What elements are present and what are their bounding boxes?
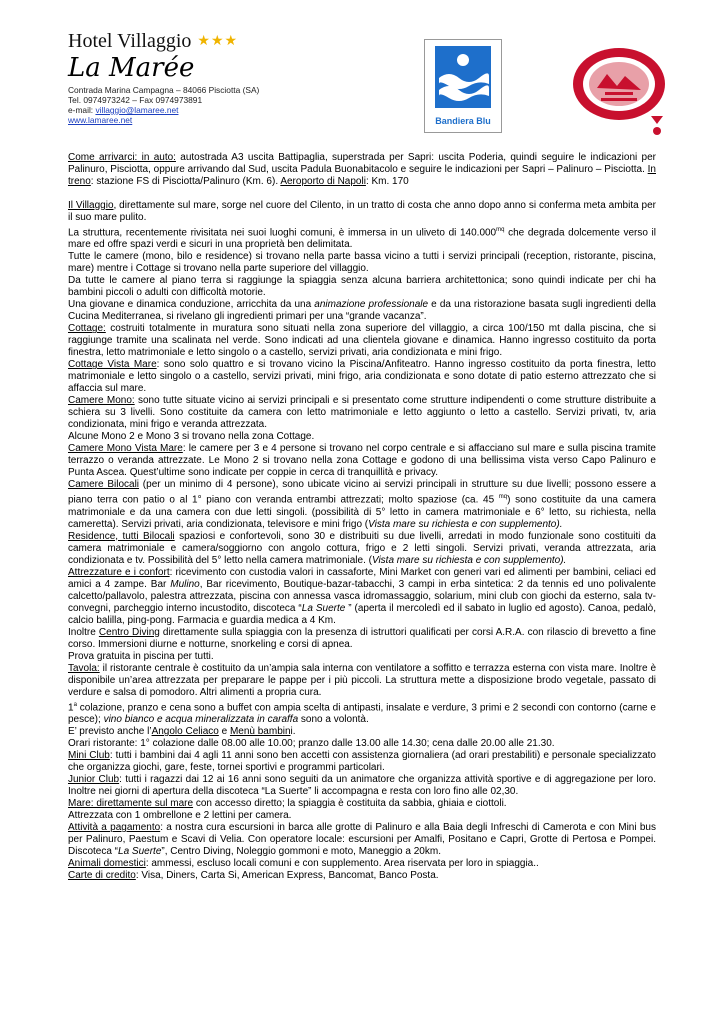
management-text: Una giovane e dinamica conduzione, arricchita da una (68, 299, 315, 311)
bilocali-label: Camere Bilocali (68, 479, 140, 491)
website-link[interactable]: www.lamaree.net (68, 115, 133, 125)
email-link[interactable]: villaggio@lamaree.net (95, 105, 179, 115)
hotel-description (68, 152, 656, 882)
residence-paragraph (68, 531, 656, 567)
contact-block (68, 85, 259, 125)
spacer (68, 188, 656, 200)
animali-label: Animali domestici (68, 857, 146, 869)
management-paragraph (68, 299, 656, 323)
orari-paragraph: Orari ristorante: 1° colazione dalle 08.00 alle 10.00; pranzo dalle 13.00 alle 14.30; cena dalle 20.00 alle 21.30. (68, 737, 555, 749)
residence-italic: Vista mare su richiesta e con supplemento). (371, 554, 567, 566)
struttura-text-end: che degrada dolcemente verso il mare ed offre spazi verdi e sicuri in una proprietà ben delimitata. (68, 227, 656, 251)
ombrellone-paragraph: Attrezzata con 1 ombrellone e 2 lettini per camera. (68, 809, 292, 821)
junior-club-paragraph (68, 774, 656, 798)
accessibility-paragraph: Da tutte le camere al piano terra si raggiunge la spiaggia senza alcuna barriera architettonica; sono quindi indicate per chi ha bambini piccoli o adulti con difficoltà motorie. (68, 275, 656, 299)
tavola-text: il ristorante centrale è costituito da un’ampia sala interna con ventilatore a soffitto e terrazza esterna con vista mare. Inoltre è disponibile un’area attrezzata per preparare le pappe per i più piccoli. La struttura mette a disposizione brodo vegetale, passato di verdure e salsa di pomodoro. Altri alimenti a propria cura. (68, 662, 656, 698)
colazione-number: 1 (68, 701, 74, 713)
animali-paragraph (68, 858, 656, 870)
mono-vista-text: : le camere per 3 e 4 persone si trovano nel corpo centrale e si affacciano sul mare e sulla piscina tramite terrazzo o veranda attrezzate. Le Mono 2 si trovano nella zona Cottage e godono di una bellissima vista verso Capo Palinuro e Punta Ascea. Quest’ultime sono indicate per coppie in cerca di tranquillità e privacy. (68, 443, 656, 479)
carte-text: : Visa, Diners, Carta Si, American Express, Bancomat, Banco Posta. (135, 869, 439, 881)
residence-label: Residence, tutti Bilocali (68, 530, 175, 542)
cottage-vista-label: Cottage Vista Mare (68, 359, 157, 371)
mono-vista-label: Camere Mono Vista Mare (68, 443, 183, 455)
bandiera-blu-logo (424, 39, 502, 133)
arrivals-car-text: autostrada A3 uscita Battipaglia, superstrada per Sapri: uscita Poderia, quindi seguire le indicazioni per Palinuro, Pisciotta, oppure arrivando dal Sud, uscita Padula Buonabitacolo e seguire le indicazioni per Sapri – Palinuro – Pisciotta. (68, 152, 656, 175)
mini-club-label: Mini Club (68, 749, 110, 761)
celiaco-intro: E’ previsto anche l’ (68, 725, 152, 737)
rating-stars-icon: ★★★ (197, 34, 239, 49)
diving-paragraph (68, 627, 656, 651)
attivita-paragraph (68, 822, 656, 858)
tavola-label: Tavola: (68, 662, 100, 674)
carte-paragraph (68, 870, 656, 882)
management-italic: animazione professionale (314, 299, 429, 311)
mini-club-text: : tutti i bambini dai 4 agli 11 anni sono ben accetti con assistenza giornaliera (ad orari prestabiliti) e personale specializzato che organizza giochi, gare, feste, tornei sportivi e programmi particolari. (68, 749, 656, 773)
camere-mono-text: sono tutte situate vicino ai servizi principali e si presentato come strutture indipendenti o come strutture distribuite a schiera su 3 livelli. Sono costituite da camera con letto matrimoniale e letto aggiunto o letto a castello. Servizi privati, tv, aria condizionata, mini frigo e veranda attrezzata. (68, 395, 656, 431)
diving-intro: Inoltre (68, 626, 99, 638)
hotel-name-text: Hotel Villaggio (68, 30, 192, 52)
camere-mono-paragraph (68, 395, 656, 431)
bilocali-paragraph (68, 479, 656, 530)
certification-seal-icon (567, 44, 675, 140)
camere-position-paragraph: Tutte le camere (mono, bilo e residence) si trovano nella parte bassa vicino a tutti i servizi principali (reception, ristorante, piscina, mare) mentre i Cottage si trovano nella parte superiore del villaggio. (68, 251, 656, 275)
mono-vista-paragraph (68, 443, 656, 479)
phone-fax: Tel. 0974973242 – Fax 0974973891 (68, 95, 203, 105)
celiaco-end: i. (290, 725, 296, 737)
prova-paragraph: Prova gratuita in piscina per tutti. (68, 650, 214, 662)
hotel-script-logo: La Marée (68, 53, 195, 83)
email-label: e-mail: (68, 105, 96, 115)
junior-club-label: Junior Club (68, 773, 120, 785)
colazione-paragraph (68, 699, 656, 726)
villaggio-paragraph (68, 200, 656, 224)
cottage-text: costruiti totalmente in muratura sono situati nella zona superiore del villaggio, a circa 100/150 mt dalla piscina, che si raggiunge tramite una scalinata nel verde. Sono indicati ad una clientela giovane e dinamica. Hanno ingresso costituito da porta finestra, letto matrimoniale e letto singolo o a castello, servizi privati, aria condizionata e mini frigo. (68, 323, 656, 359)
bilocali-text-mid: ) sono costituite da una camera matrimoniale e da una camera con due letti singoli. (possibilità di 5° letto in camera matrimoniale e 6° letto, su richiesta, nella cameretta). Servizi privati, aria condizionata, televisore e mini frigo ( (68, 494, 656, 530)
arrivals-airport-label: Aeroporto di Napoli (280, 176, 366, 187)
arrivals-train-text: : stazione FS di Pisciotta/Palinuro (Km. 6). (90, 176, 281, 187)
arrivals-label: Come arrivarci: in auto: (68, 152, 176, 163)
mare-text: con accesso diretto; la spiaggia è costituita da sabbia, ghiaia e ciottoli. (193, 797, 507, 809)
colazione-text: colazione, pranzo e cena sono a buffet con ampia scelta di antipasti, insalate e verdure, 3 primi e 2 secondi con contorno (carne e pesce); (68, 701, 656, 725)
bilocali-text: (per un minimo di 4 persone), sono ubicate vicino ai servizi principali in strutture su due livelli; possono essere a piano terra con patio o al 1° piano con veranda entrambi attrezzati; molto spaziose (ca. 45 (68, 479, 656, 506)
villaggio-label: Il Villaggio (68, 200, 114, 211)
menu-bambini-label: Menù bambin (229, 725, 291, 737)
address: Contrada Marina Campagna – 84066 Pisciotta (SA) (68, 85, 260, 95)
attivita-text-end: ”, Centro Diving, Noleggio gommoni e moto, Maneggio a 20km. (161, 845, 441, 857)
cottage-vista-paragraph (68, 359, 656, 395)
bilocali-unit: mq (498, 494, 508, 501)
arrivals-paragraph (68, 152, 656, 188)
celiaco-and: e (218, 725, 230, 737)
bandiera-blu-caption: Bandiera Blu (435, 116, 491, 126)
attrezzature-paragraph (68, 567, 656, 627)
website-line (68, 115, 259, 125)
attrezzature-label: Attrezzature e i confort (68, 566, 170, 578)
celiaco-paragraph (68, 726, 656, 738)
bandiera-blu-emblem-icon (425, 40, 501, 112)
mare-paragraph (68, 798, 656, 810)
arrivals-airport-text: : Km. 170 (365, 176, 409, 187)
struttura-unit: mq (496, 227, 505, 233)
bar-mulino-italic: Mulino (170, 578, 200, 590)
junior-club-text: : tutti i ragazzi dai 12 ai 16 anni sono seguiti da un animatore che organizza attività sportive e di aggregazione per loro. Inoltre nei giorni di apertura della discoteca “La Suerte” li accompagna e resta con loro fino alle 02,30. (68, 773, 656, 797)
attrezzature-text-mid: , Bar ricevimento, Boutique-bazar-tabacchi, 3 campi in erba sintetica: 2 da tennis ed uno polivalente calcetto/pallavolo, palestra attrezzata, piscina con annessa vasca idromassaggio, solarium, mini club con giochi da esterno, sala tv-convegni, parcheggio interno incustodito, discoteca “ (68, 578, 656, 614)
mini-club-paragraph (68, 750, 656, 774)
diving-label: Centro Diving (98, 626, 160, 638)
residence-text: spaziosi e confortevoli, sono 30 e distribuiti su due livelli, arredati in modo funzionale sono costituiti da camera matrimoniale e camera/soggiorno con angolo cottura, frigo e 2 letti singoli. Servizi privati, veranda attrezzata, aria condizionata e tv. Possibilità del 5° letto nella camera matrimoniale. ( (68, 530, 656, 566)
attrezzature-text-end: ” (aperta il mercoledì ed il sabato in luglio ed agosto). Canoa, pedalò, calcio balilla, ping-pong. Farmacia e guardia medica a 4 Km. (68, 602, 657, 626)
celiaco-label: Angolo Celiaco (151, 725, 219, 737)
management-text-end: e da una ristorazione basata sugli ingredienti della Cucina Mediterranea, si rivelano gli ingredienti primari per una “grande vacanza”. (68, 299, 656, 323)
cottage-label: Cottage: (68, 323, 106, 335)
discoteca-italic: La Suerte (301, 602, 346, 614)
cottage-vista-text: : sono solo quattro e si trovano vicino la Piscina/Anfiteatro. Hanno ingresso costituito da porta finestra, letto matrimoniale e letto singolo o a castello, servizi privati, mini frigo, aria condizionata e sono dotate di patio esterno attrezzato che si affaccia sul mare. (68, 359, 656, 395)
alcune-mono-paragraph: Alcune Mono 2 e Mono 3 si trovano nella zona Cottage. (68, 431, 315, 443)
hotel-name (68, 30, 238, 53)
villaggio-text: , direttamente sul mare, sorge nel cuore del Cilento, in un tratto di costa che anno dopo anno si conferma meta ambita per il suo mare pulito. (68, 200, 656, 223)
bilocali-italic: Vista mare su richiesta e con supplemento). (368, 518, 563, 530)
attivita-text: : a nostra cura escursioni in barca alle grotte di Palinuro e alla Baia degli Infreschi di Camerota e con Mini bus per Palinuro, Paestum e Scavi di Velia. Con operatore locale: escursioni per Amalfi, Positano e Capri, Grotte di Pertosa e Pompei. Discoteca “ (68, 821, 656, 857)
attrezzature-text: : ricevimento con custodia valori in cassaforte, Mini Market con generi vari ed alimenti per bambini, celiaci ed amici a 4 zampe. Bar (68, 566, 656, 590)
cottage-paragraph (68, 323, 656, 359)
colazione-italic: vino bianco e acqua mineralizzata in caraffa (103, 713, 299, 725)
arrivals-train-label: In treno (68, 164, 656, 187)
colazione-text-end: sono a volontà. (298, 713, 369, 725)
colazione-ordinal: a (73, 701, 77, 708)
email-line (68, 105, 259, 115)
struttura-text: La struttura, recentemente rivisitata nei suoi luoghi comuni, è immersa in un uliveto di 140.000 (68, 227, 497, 239)
mare-label: Mare: direttamente sul mare (68, 797, 194, 809)
attivita-italic: La Suerte (118, 845, 162, 857)
carte-label: Carte di credito (68, 869, 136, 881)
diving-text: direttamente sulla spiaggia con la presenza di istruttori qualificati per corsi A.R.A. con rilascio di brevetto a fine corso. Immersioni diurne e notturne, snorkeling e corsi di apnea. (68, 626, 656, 650)
animali-text: : ammessi, escluso locali comuni e con supplemento. Area riservata per loro in spiaggia.. (145, 857, 539, 869)
attivita-label: Attività a pagamento (68, 821, 161, 833)
camere-mono-label: Camere Mono: (68, 395, 135, 407)
tavola-paragraph (68, 663, 656, 699)
struttura-paragraph (68, 224, 656, 251)
